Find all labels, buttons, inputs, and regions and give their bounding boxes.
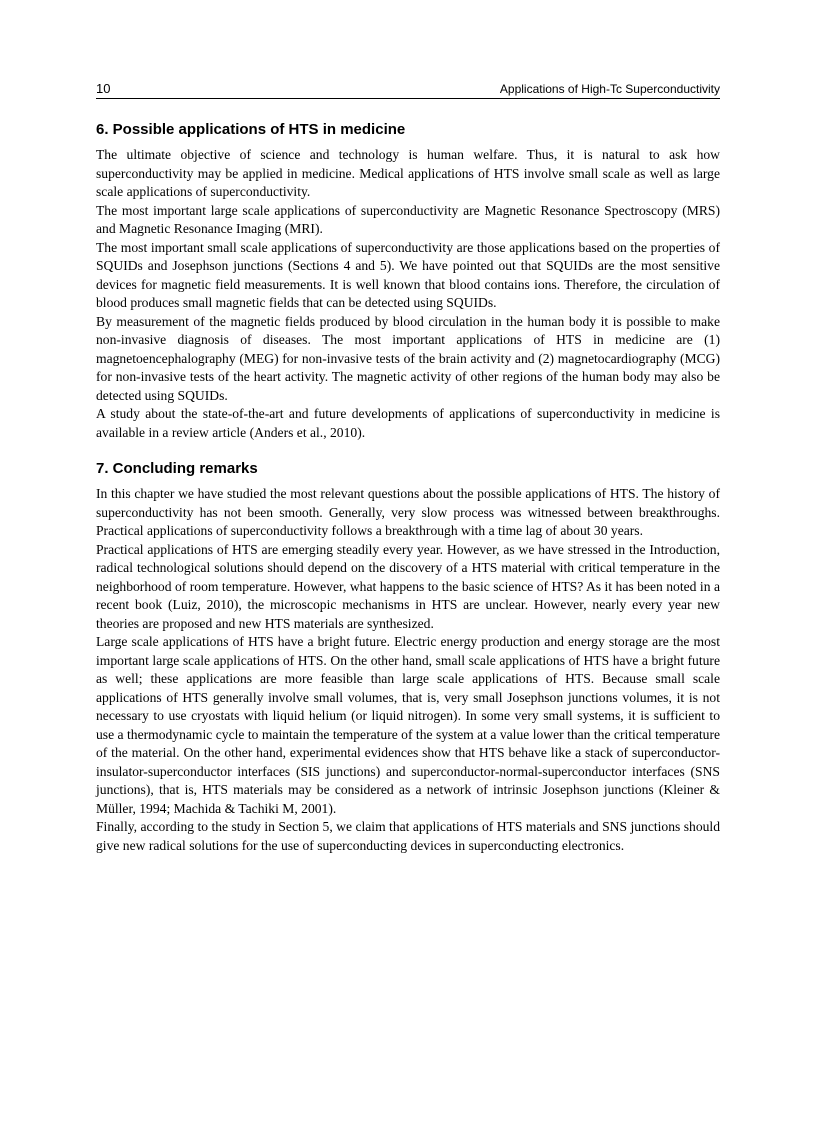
running-title: Applications of High-Tc Superconductivity (499, 82, 720, 96)
running-header (96, 76, 720, 99)
section-heading: 7. Concluding remarks (96, 460, 258, 477)
paragraph: Finally, according to the study in Section 5, we claim that applications of HTS materials and SNS junctions should give new radical solutions for the use of superconducting devices in superconducting electronics. (96, 819, 720, 853)
paragraph: By measurement of the magnetic fields produced by blood circulation in the human body it is possible to make non-invasive diagnosis of diseases. The most important applications of HTS in medicine are (1) magnetoencephalography (MEG) for non-invasive tests of the brain activity and (2) magnetocardiography (MCG) for non-invasive tests of the heart activity. The magnetic activity of other regions of the human body may also be detected using SQUIDs. (96, 313, 720, 403)
paragraph: Large scale applications of HTS have a bright future. Electric energy production and energy storage are the most important large scale applications of HTS. On the other hand, small scale applications of HTS have a bright future as well; these applications are more feasible than large scale applications of HTS. Because small scale applications of HTS generally involve small volumes, that is, very small Josephson junctions volumes, it is not necessary to use cryostats with liquid helium (or liquid nitrogen). In some very small systems, it is sufficient to use a thermodynamic cycle to maintain the temperature of the system at a value lower than the critical temperature of the material. On the other hand, experimental evidences show that HTS behave like a stack of superconductor-insulator-superconductor interfaces (SIS junctions) and superconductor-normal-superconductor interfaces (SNS junctions), that is, HTS materials may be considered as a network of intrinsic Josephson junctions (Kleiner & Müller, 1994; Machida & Tachiki M, 2001). (96, 634, 720, 816)
paragraph: In this chapter we have studied the most relevant questions about the possible applications of HTS. The history of superconductivity has not been smooth. Generally, very slow process was witnessed between breakthroughs. Practical applications of superconductivity follows a breakthrough with a time lag of about 30 years. (96, 486, 720, 538)
page-number: 10 (96, 81, 111, 96)
paragraph: Practical applications of HTS are emerging steadily every year. However, as we have stressed in the Introduction, radical technological solutions should depend on the discovery of a HTS material with critical temperature in the neighborhood of room temperature. However, what happens to the basic science of HTS? As it has been noted in a recent book (Luiz, 2010), the microscopic mechanisms in HTS are unclear. However, nearly every year new theories are proposed and new HTS materials are synthesized. (96, 541, 720, 631)
section-heading: 6. Possible applications of HTS in medicine (96, 121, 406, 138)
document-page (96, 76, 720, 855)
paragraph: The most important small scale applications of superconductivity are those applications based on the properties of SQUIDs and Josephson junctions (Sections 4 and 5). We have pointed out that SQUIDs are the most sensitive devices for magnetic field measurements. It is well known that blood contains ions. Therefore, the circulation of blood produces small magnetic fields that can be detected using SQUIDs. (96, 239, 720, 310)
paragraph: The ultimate objective of science and technology is human welfare. Thus, it is natural to ask how superconductivity may be applied in medicine. Medical applications of HTS involve small scale as well as large scale applications of superconductivity. (96, 147, 720, 199)
paragraph: A study about the state-of-the-art and future developments of applications of superconductivity in medicine is available in a review article (Anders et al., 2010). (96, 406, 720, 440)
paragraph: The most important large scale applications of superconductivity are Magnetic Resonance Spectroscopy (MRS) and Magnetic Resonance Imaging (MRI). (96, 202, 720, 236)
